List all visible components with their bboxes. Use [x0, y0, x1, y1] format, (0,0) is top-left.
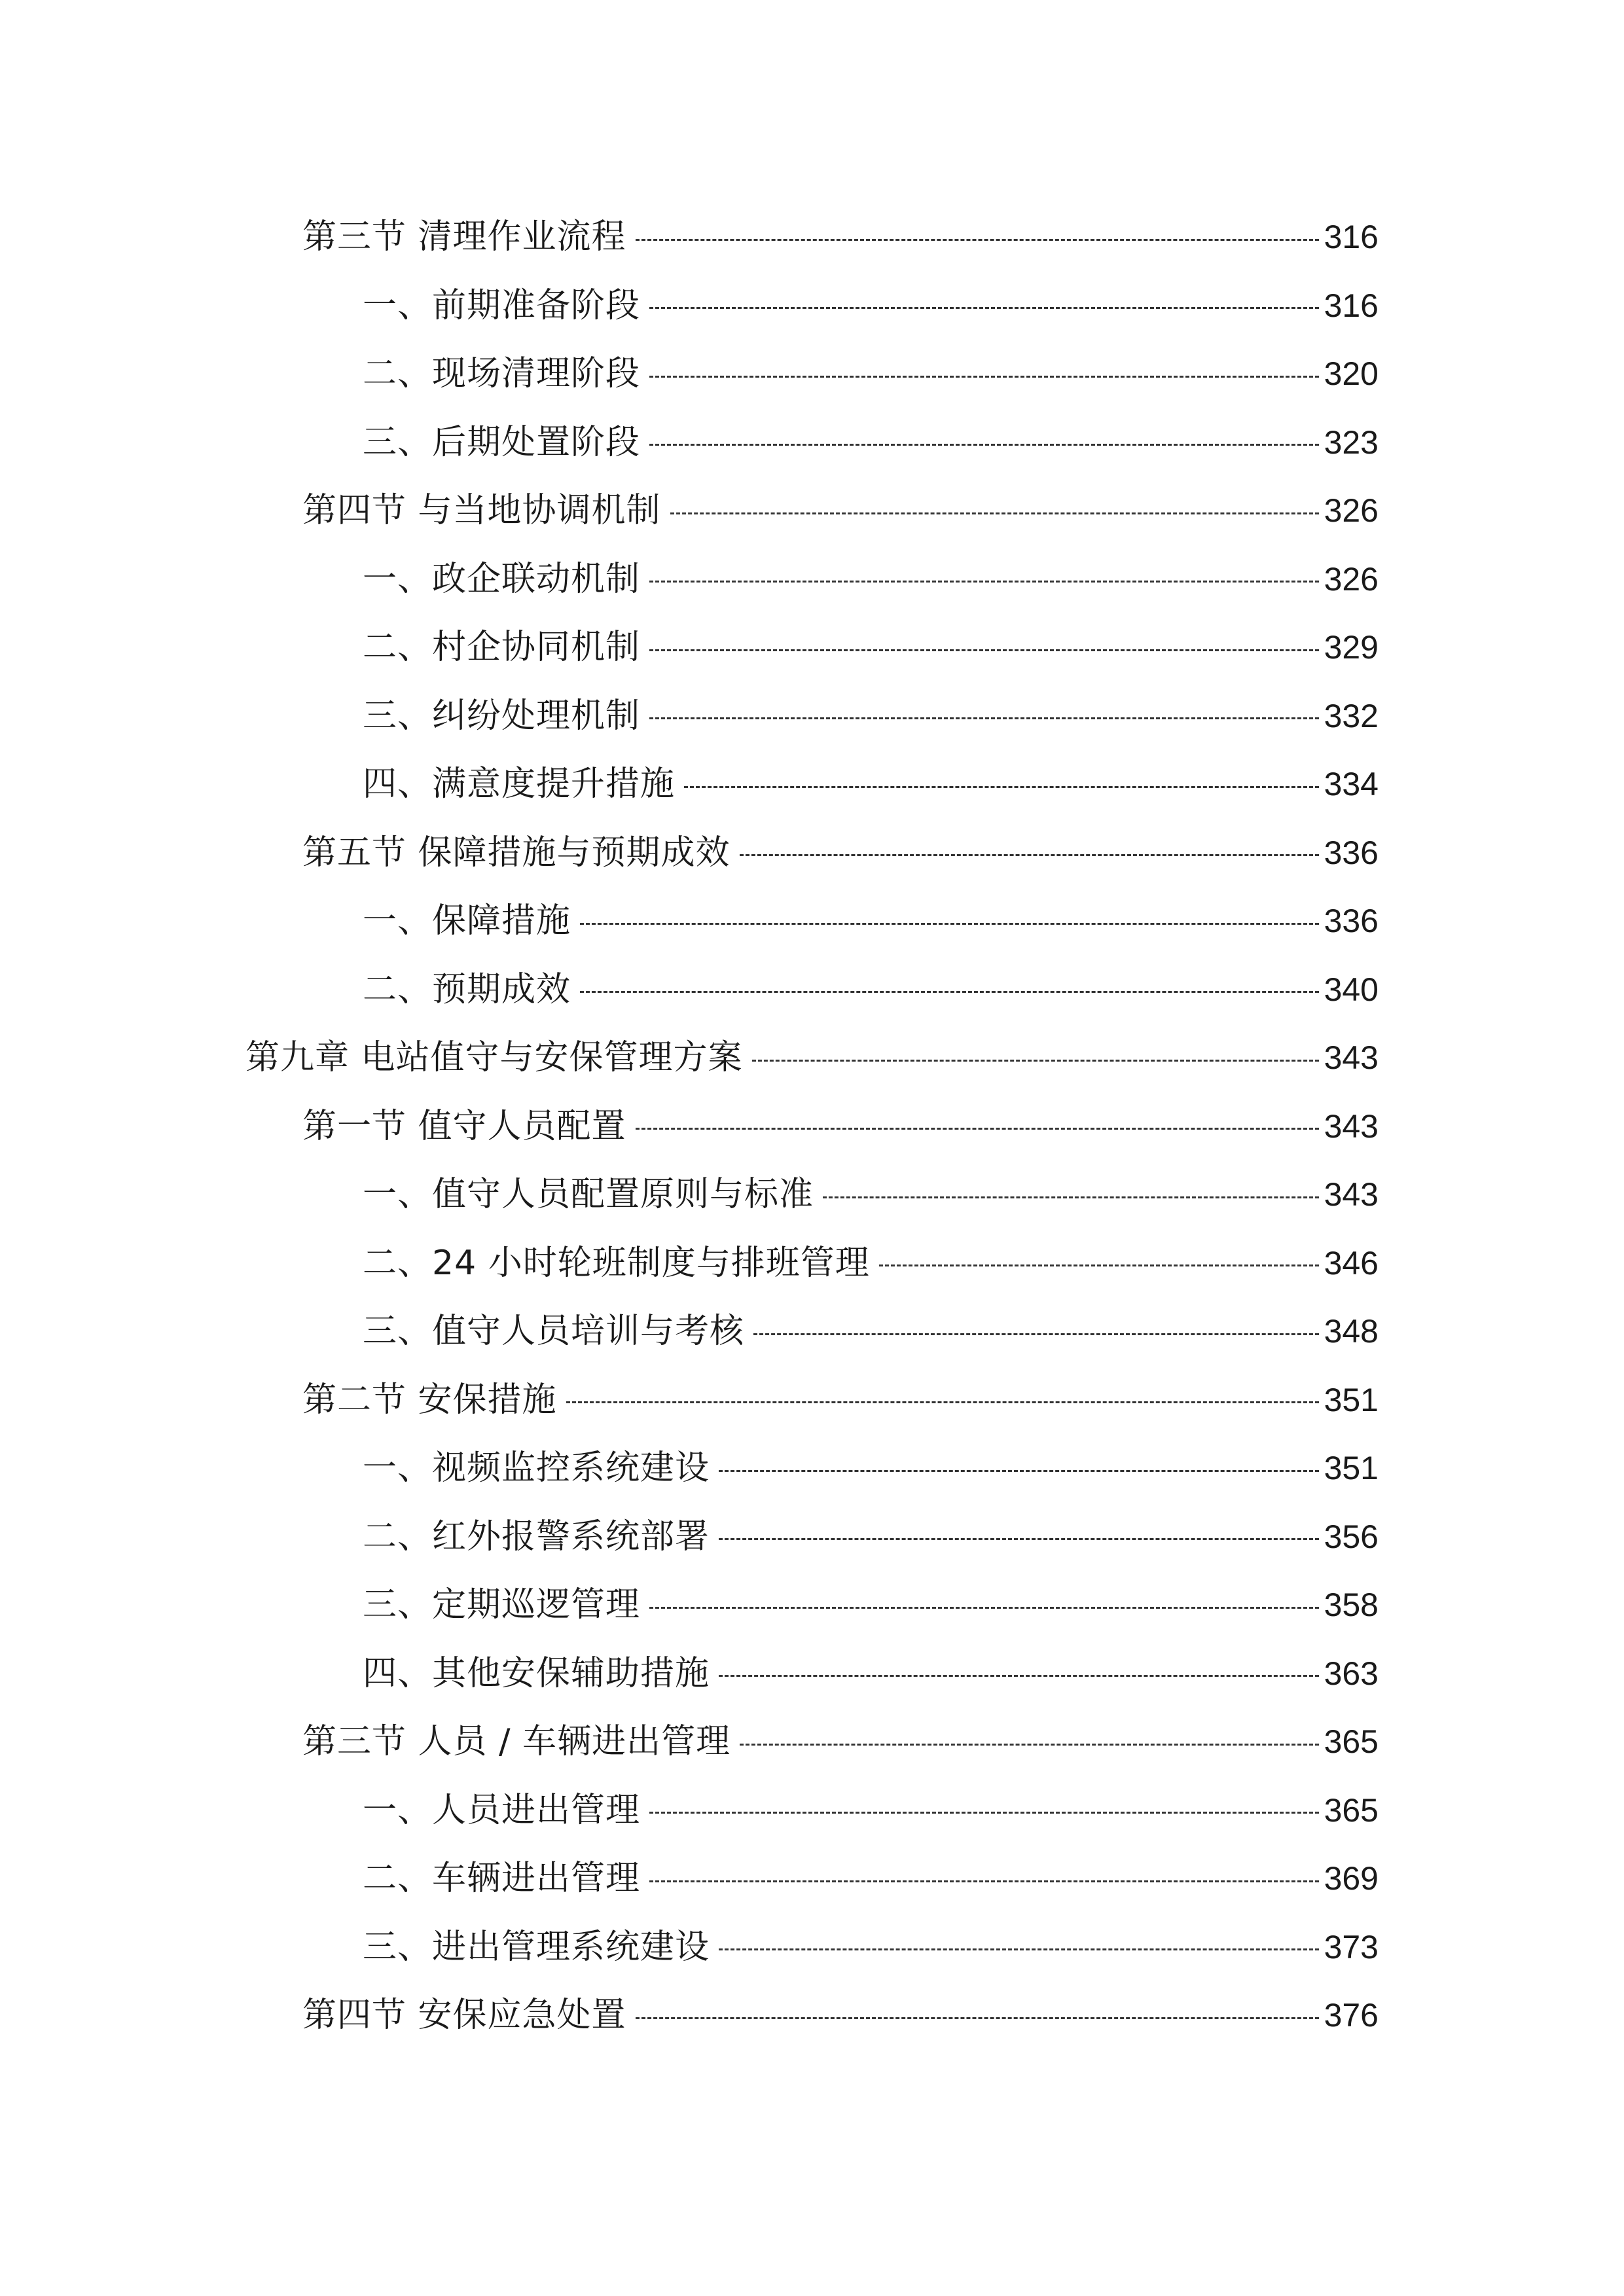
toc-entry-page-number: 329: [1324, 629, 1379, 666]
toc-entry-page-number: 351: [1324, 1381, 1379, 1418]
toc-dot-leader: [649, 649, 1319, 651]
toc-entry-item[interactable]: [0, 1640, 1624, 1708]
toc-entry-title: 第一节 值守人员配置: [302, 1106, 626, 1146]
toc-entry-page-number: 348: [1324, 1313, 1379, 1350]
toc-entry-page-number: 326: [1324, 560, 1379, 598]
toc-entry-title: 三、值守人员培训与考核: [363, 1312, 745, 1352]
toc-entry-title: 二、红外报警系统部署: [363, 1516, 710, 1556]
toc-entry-item[interactable]: [0, 340, 1624, 408]
toc-entry-page-number: 365: [1324, 1723, 1379, 1761]
toc-dot-leader: [719, 1948, 1319, 1950]
toc-entry-title: 第五节 保障措施与预期成效: [302, 833, 731, 872]
toc-entry-section[interactable]: [0, 1981, 1624, 2050]
toc-dot-leader: [740, 1744, 1318, 1746]
toc-entry-page-number: 343: [1324, 1039, 1379, 1077]
toc-entry-page-number: 373: [1324, 1928, 1379, 1965]
toc-entry-page-number: 336: [1324, 834, 1379, 871]
toc-entry-item[interactable]: [0, 956, 1624, 1024]
toc-dot-leader: [879, 1265, 1319, 1266]
toc-entry-title: 四、满意度提升措施: [363, 764, 676, 804]
toc-entry-item[interactable]: [0, 1434, 1624, 1503]
toc-dot-leader: [719, 1538, 1319, 1540]
toc-entry-title: 一、政企联动机制: [363, 559, 641, 599]
toc-entry-page-number: 332: [1324, 697, 1379, 734]
toc-dot-leader: [636, 1128, 1319, 1130]
toc-entry-title: 第三节 清理作业流程: [302, 217, 626, 257]
toc-entry-title: 二、车辆进出管理: [363, 1859, 641, 1899]
toc-entry-title: 四、其他安保辅助措施: [363, 1653, 710, 1693]
toc-dot-leader: [649, 1812, 1319, 1814]
toc-entry-item[interactable]: [0, 1297, 1624, 1366]
toc-entry-section[interactable]: [0, 203, 1624, 272]
toc-entry-title: 第四节 安保应急处置: [302, 1996, 626, 2036]
toc-entry-section[interactable]: [0, 1092, 1624, 1161]
toc-entry-item[interactable]: [0, 1844, 1624, 1913]
toc-dot-leader: [636, 239, 1319, 241]
toc-entry-title: 二、现场清理阶段: [363, 354, 641, 394]
toc-entry-title: 一、保障措施: [363, 901, 571, 941]
toc-entry-item[interactable]: [0, 1571, 1624, 1640]
toc-entry-title: 三、纠纷处理机制: [363, 696, 641, 736]
toc-entry-page-number: 343: [1324, 1107, 1379, 1145]
toc-dot-leader: [649, 444, 1319, 446]
toc-dot-leader: [823, 1196, 1319, 1198]
toc-entry-section[interactable]: [0, 476, 1624, 545]
toc-entry-title: 第三节 人员 / 车辆进出管理: [302, 1722, 731, 1762]
toc-dot-leader: [580, 923, 1319, 925]
toc-dot-leader: [740, 854, 1319, 856]
toc-entry-page-number: 351: [1324, 1450, 1379, 1487]
toc-entry-page-number: 363: [1324, 1655, 1379, 1692]
toc-entry-page-number: 356: [1324, 1518, 1379, 1555]
toc-entry-item[interactable]: [0, 613, 1624, 682]
toc-entry-page-number: 369: [1324, 1860, 1379, 1897]
toc-entry-page-number: 340: [1324, 971, 1379, 1008]
toc-entry-page-number: 343: [1324, 1176, 1379, 1213]
toc-dot-leader: [649, 581, 1319, 583]
toc-entry-section[interactable]: [0, 1366, 1624, 1435]
toc-entry-title: 第九章 电站值守与安保管理方案: [245, 1038, 743, 1078]
toc-dot-leader: [649, 1880, 1319, 1882]
toc-dot-leader: [566, 1401, 1319, 1403]
toc-entry-item[interactable]: [0, 1913, 1624, 1982]
toc-dot-leader: [580, 991, 1319, 993]
toc-entry-page-number: 326: [1324, 492, 1379, 529]
toc-entry-title: 二、24 小时轮班制度与排班管理: [363, 1243, 870, 1283]
toc-entry-title: 二、村企协同机制: [363, 628, 641, 668]
toc-entry-section[interactable]: [0, 1708, 1624, 1776]
toc-entry-page-number: 365: [1324, 1791, 1379, 1829]
toc-entry-item[interactable]: [0, 750, 1624, 819]
toc-entry-item[interactable]: [0, 408, 1624, 477]
toc-entry-item[interactable]: [0, 545, 1624, 614]
toc-entry-page-number: 334: [1324, 766, 1379, 803]
toc-entry-page-number: 346: [1324, 1244, 1379, 1282]
toc-entry-title: 第二节 安保措施: [302, 1380, 557, 1420]
toc-dot-leader: [752, 1060, 1319, 1062]
toc-entry-page-number: 323: [1324, 423, 1379, 461]
toc-entry-page-number: 336: [1324, 903, 1379, 940]
toc-entry-title: 二、预期成效: [363, 969, 571, 1009]
toc-entry-title: 一、视频监控系统建设: [363, 1448, 710, 1488]
toc-dot-leader: [684, 786, 1319, 788]
toc-entry-item[interactable]: [0, 682, 1624, 751]
toc-entry-item[interactable]: [0, 272, 1624, 340]
toc-entry-item[interactable]: [0, 1503, 1624, 1571]
toc-entry-page-number: 316: [1324, 287, 1379, 324]
toc-dot-leader: [719, 1675, 1319, 1677]
toc-dot-leader: [649, 307, 1319, 309]
toc-entry-title: 第四节 与当地协调机制: [302, 491, 661, 531]
toc-dot-leader: [753, 1333, 1319, 1335]
toc-dot-leader: [649, 376, 1319, 378]
toc-entry-title: 三、后期处置阶段: [363, 422, 641, 462]
toc-entry-page-number: 320: [1324, 355, 1379, 393]
toc-entry-page-number: 316: [1324, 219, 1379, 256]
toc-entry-title: 三、定期巡逻管理: [363, 1585, 641, 1625]
toc-entry-title: 一、值守人员配置原则与标准: [363, 1175, 814, 1215]
toc-entry-item[interactable]: [0, 1160, 1624, 1229]
toc-entry-item[interactable]: [0, 887, 1624, 956]
toc-dot-leader: [649, 717, 1319, 719]
toc-entry-page-number: 358: [1324, 1587, 1379, 1624]
toc-entry-item[interactable]: [0, 1229, 1624, 1298]
toc-entry-title: 一、人员进出管理: [363, 1790, 641, 1830]
toc-entry-page-number: 376: [1324, 1997, 1379, 2034]
toc-entry-title: 一、前期准备阶段: [363, 285, 641, 325]
toc-dot-leader: [719, 1470, 1319, 1472]
toc-dot-leader: [670, 512, 1319, 514]
toc-entry-title: 三、进出管理系统建设: [363, 1927, 710, 1967]
toc-entry-chapter[interactable]: [0, 1024, 1624, 1092]
table-of-contents: [0, 203, 1624, 2050]
toc-dot-leader: [649, 1607, 1319, 1609]
toc-entry-item[interactable]: [0, 1776, 1624, 1845]
toc-entry-section[interactable]: [0, 819, 1624, 888]
toc-dot-leader: [636, 2017, 1319, 2019]
